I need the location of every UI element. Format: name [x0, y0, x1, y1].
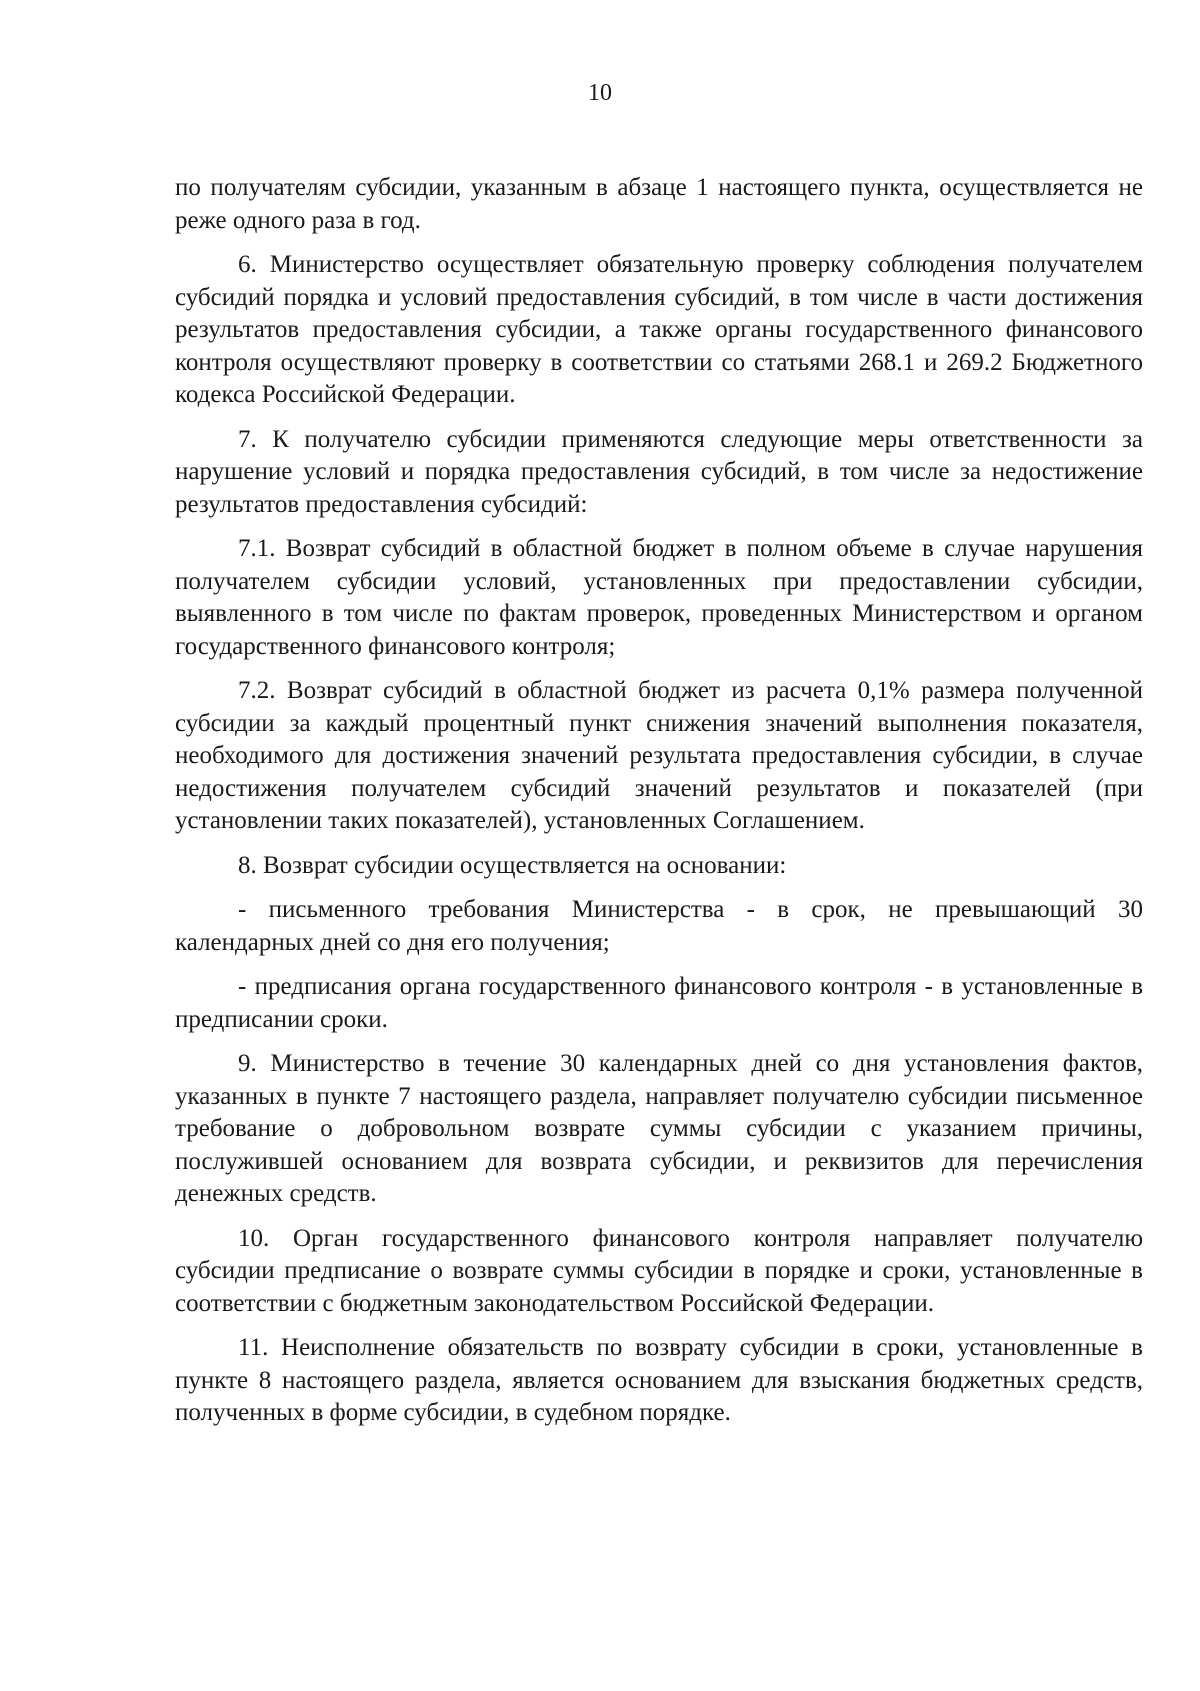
paragraph-8-item-2: - предписания органа государственного финансового контроля - в установленные в предписании сроки. — [175, 973, 1143, 1033]
paragraph-9: 9. Министерство в течение 30 календарных дней со дня установления фактов, указанных в пункте 7 настоящего раздела, направляет получателю субсидии письменное требование о добровольном возврате суммы субсидии с указанием причины, послужившей основанием для возврата субсидии, и реквизитов для перечисления денежных средств. — [175, 1050, 1143, 1207]
page-number: 10 — [588, 80, 612, 106]
paragraph-8: 8. Возврат субсидии осуществляется на основании: — [238, 851, 787, 879]
paragraph-11: 11. Неисполнение обязательств по возврату субсидии в сроки, установленные в пункте 8 настоящего раздела, является основанием для взыскания бюджетных средств, полученных в форме субсидии, в судебном порядке. — [175, 1334, 1143, 1426]
document-body — [175, 172, 1143, 1442]
paragraph-continuation: по получателям субсидии, указанным в абзаце 1 настоящего пункта, осуществляется не реже одного раза в год. — [175, 174, 1143, 234]
paragraph-7-2: 7.2. Возврат субсидий в областной бюджет из расчета 0,1% размера полученной субсидии за каждый процентный пункт снижения значений выполнения показателя, необходимого для достижения значений результата предоставления субсидии, в случае недостижения получателем субсидий значений результатов и показателей (при установлении таких показателей), установленных Соглашением. — [175, 677, 1143, 834]
paragraph-10: 10. Орган государственного финансового контроля направляет получателю субсидии предписание о возврате суммы субсидии в порядке и сроки, установленные в соответствии с бюджетным законодательством Российской Федерации. — [175, 1224, 1143, 1317]
paragraph-7: 7. К получателю субсидии применяются следующие меры ответственности за нарушение условий и порядка предоставления субсидий, в том числе за недостижение результатов предоставления субсидий: — [175, 425, 1143, 518]
paragraph-8-item-1: - письменного требования Министерства - в срок, не превышающий 30 календарных дней со дня его получения; — [175, 896, 1143, 956]
paragraph-7-1: 7.1. Возврат субсидий в областной бюджет в полном объеме в случае нарушения получателем субсидии условий, установленных при предоставлении субсидии, выявленного в том числе по фактам проверок, проведенных Министерством и органом государственного финансового контроля; — [175, 535, 1143, 660]
paragraph-6: 6. Министерство осуществляет обязательную проверку соблюдения получателем субсидий порядка и условий предоставления субсидий, в том числе в части достижения результатов предоставления субсидии, а также органы государственного финансового контроля осуществляют проверку в соответствии со статьями 268.1 и 269.2 Бюджетного кодекса Российской Федерации. — [175, 251, 1143, 408]
